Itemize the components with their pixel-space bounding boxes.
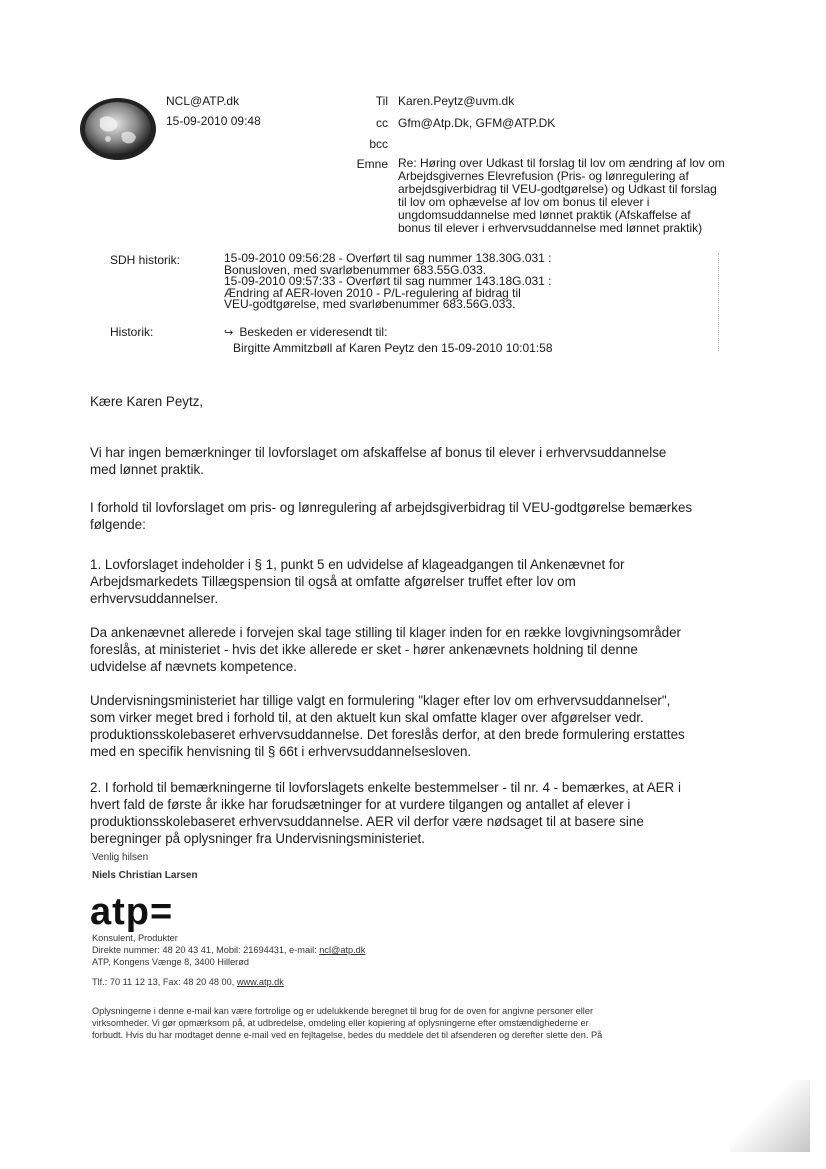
- sender-address: NCL@ATP.dk: [166, 94, 240, 108]
- email-link[interactable]: ncl@atp.dk: [319, 945, 366, 955]
- paragraph-line: produktionsskolebaseret erhvervsuddannelse. Det foreslås derfor, at den brede formulering erstattes: [90, 727, 685, 742]
- subject-line: bonus til elever i erhvervsuddannelse med lønnet praktik): [398, 221, 703, 235]
- cc-addresses: Gfm@Atp.Dk, GFM@ATP.DK: [398, 116, 556, 130]
- subject: [398, 157, 758, 235]
- paragraph-veu: [90, 499, 692, 533]
- forwarded-detail: Birgitte Ammitzbøll af Karen Peytz den 15-09-2010 10:01:58: [233, 341, 553, 355]
- sdh-line: 15-09-2010 09:57:33 - Overført til sag nummer 143.18G.031 :: [224, 274, 552, 288]
- subject-line: Arbejdsgivernes Elevrefusion (Pris- og lønregulering af: [398, 169, 689, 183]
- cc-label: cc: [376, 116, 388, 130]
- paragraph-line: produktionsskolebaseret erhvervsuddannelse. AER vil derfor være nødsaget til at basere sine: [90, 814, 644, 829]
- paragraph-point-1: [90, 556, 625, 607]
- paragraph-line: udvidelse af nævnets kompetence.: [90, 659, 297, 674]
- to-address: Karen.Peytz@uvm.dk: [398, 94, 515, 108]
- subject-line: arbejdsgiverbidrag til VEU-godtgørelse) og Udkast til forslag: [398, 182, 717, 196]
- paragraph-line: I forhold til lovforslaget om pris- og lønregulering af arbejdsgiverbidrag til VEU-godtgørelse bemærkes: [90, 500, 693, 515]
- paragraph-line: Vi har ingen bemærkninger til lovforslaget om afskaffelse af bonus til elever i erhvervsuddannelse: [90, 445, 667, 460]
- sdh-line: VEU-godtgørelse, med svarløbenummer 683.56G.033.: [224, 297, 516, 311]
- paragraph-line: erhvervsuddannelser.: [90, 591, 219, 606]
- to-label: Til: [375, 94, 388, 108]
- bcc-label: bcc: [369, 137, 388, 151]
- subject-label: Emne: [356, 157, 388, 171]
- disclaimer-line: Oplysningerne i denne e-mail kan være fortrolige og er udelukkende beregnet til brug for de oven for angivne personer eller: [92, 1006, 594, 1016]
- contact-numbers: Direkte nummer: 48 20 43 41, Mobil: 21694431, e-mail:: [92, 945, 320, 955]
- sdh-history: [224, 253, 552, 311]
- subject-line: Re: Høring over Udkast til forslag til lov om ændring af lov om: [398, 156, 725, 170]
- paragraph-line: Da ankenævnet allerede i forvejen skal tage stilling til klager inden for en række lovgivningsområder: [90, 625, 681, 640]
- sdh-line: 15-09-2010 09:56:28 - Overført til sag nummer 138.30G.031 :: [224, 251, 552, 265]
- history-label: Historik:: [110, 325, 154, 339]
- paragraph-line: 1. Lovforslaget indeholder i § 1, punkt 5 en udvidelse af klageadgangen til Ankenævnet for: [90, 557, 625, 572]
- sdh-line: Bonusloven, med svarløbenummer 683.55G.033.: [224, 262, 487, 277]
- disclaimer-line: virksomheder. Vi gør opmærksom på, at udbredelse, omdeling eller kopiering af oplysningerne efter omstændighederne er: [92, 1018, 589, 1028]
- paragraph-bonus: [90, 444, 666, 478]
- forward-arrow-icon: ↪: [224, 327, 234, 339]
- paragraph-line: 2. I forhold til bemærkningerne til lovforslagets enkelte bestemmelser - til nr. 4 - bemærkes, at AER i: [90, 780, 681, 795]
- paragraph-line: som virker meget bred i forhold til, at den aktuelt kun skal omfatte klager over afgørelser vedr.: [90, 710, 644, 725]
- job-title: Konsulent, Produkter: [92, 933, 178, 943]
- paragraph-formulation: [90, 692, 685, 760]
- page-corner-shadow: [730, 1080, 810, 1152]
- forwarded-note: [224, 325, 387, 340]
- sdh-line: Ændring af AER-loven 2010 - P/L-regulering af bidrag til: [224, 285, 521, 300]
- closing: Venlig hilsen: [92, 852, 149, 863]
- paragraph-line: hvert fald de første år ikke har forudsætninger for at vurdere tilgangen og antallet af elever i: [90, 797, 631, 812]
- sender-name: Niels Christian Larsen: [92, 870, 198, 881]
- forwarded-text: Beskeden er videresendt til:: [239, 325, 388, 339]
- greeting: Kære Karen Peytz,: [90, 394, 204, 409]
- subject-line: ungdomsuddannelse med lønnet praktik (Afskaffelse af: [398, 208, 691, 222]
- paragraph-line: foreslås, at ministeriet - hvis det ikke allerede er sket - hører ankenævnets holdning til denne: [90, 642, 638, 657]
- sent-datetime: 15-09-2010 09:48: [166, 114, 261, 128]
- paragraph-line: følgende:: [90, 517, 146, 532]
- disclaimer-line: forbudt. Hvis du har modtaget denne e-mail ved en fejltagelse, bedes du meddele det til afsenderen og derefter slette den. På: [92, 1030, 603, 1040]
- sdh-history-label: SDH historik:: [110, 253, 181, 267]
- paragraph-line: med lønnet praktik.: [90, 462, 204, 477]
- globe-avatar-icon: [78, 97, 158, 161]
- paragraph-ankenaevn: [90, 624, 681, 675]
- paragraph-line: med en specifik henvisning til § 66t i erhvervsuddannelsesloven.: [90, 744, 472, 759]
- phone-fax: Tlf.: 70 11 12 13, Fax: 48 20 48 00,: [92, 977, 237, 987]
- paragraph-line: Arbejdsmarkedets Tillægspension til også at omfatte afgørelser truffet efter lov om: [90, 574, 576, 589]
- phone-fax-line: [92, 976, 284, 988]
- postal-address: ATP, Kongens Vænge 8, 3400 Hillerød: [92, 957, 249, 967]
- contact-line: [92, 944, 365, 956]
- history-frame-border: [718, 253, 719, 351]
- atp-logo: atp=: [90, 891, 174, 933]
- paragraph-point-2: [90, 779, 681, 847]
- sender-avatar: [78, 97, 158, 161]
- disclaimer: [92, 1005, 602, 1041]
- subject-line: til lov om ophævelse af lov om bonus til elever i: [398, 195, 650, 209]
- paragraph-line: Undervisningsministeriet har tillige valgt en formulering "klager efter lov om erhvervsuddannelser",: [90, 693, 671, 708]
- paragraph-line: beregninger på oplysninger fra Undervisningsministeriet.: [90, 831, 425, 846]
- website-link[interactable]: www.atp.dk: [236, 977, 284, 987]
